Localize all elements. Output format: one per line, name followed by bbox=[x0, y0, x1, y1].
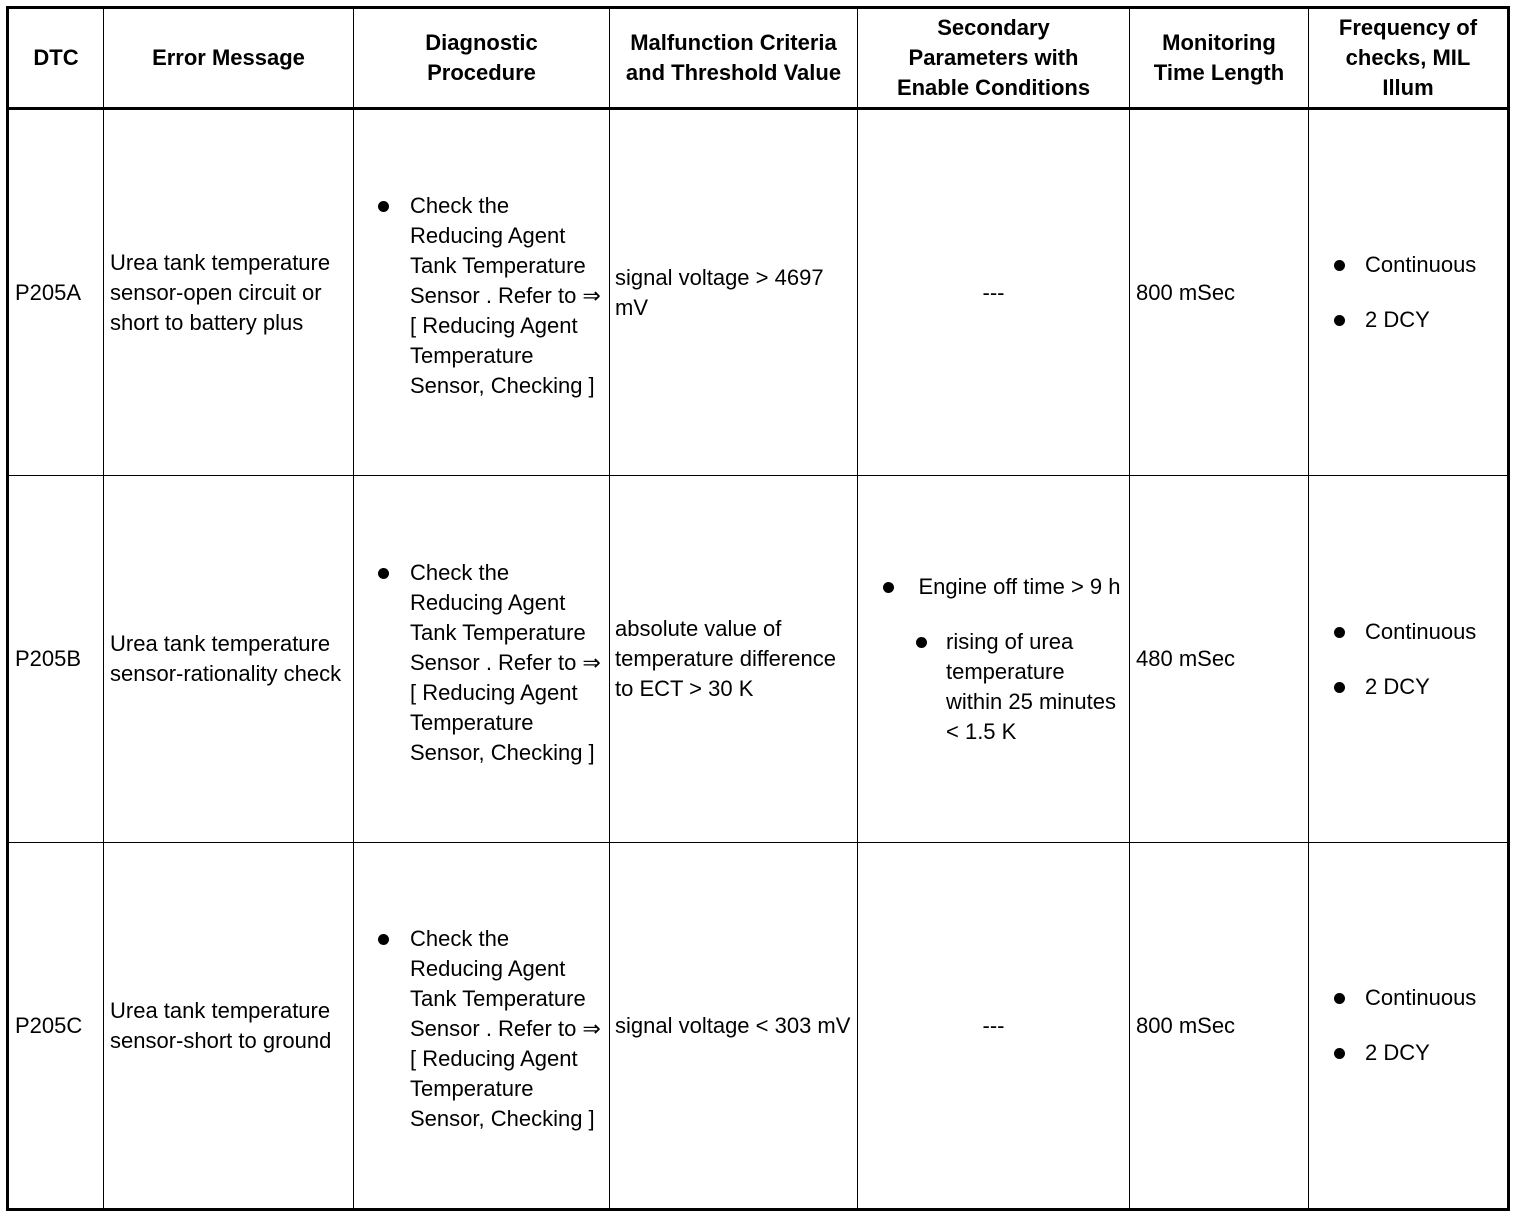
error-message: Urea tank temperature sensor-short to ground bbox=[104, 843, 354, 1210]
frequency-label: Continuous bbox=[1365, 618, 1477, 644]
secondary-item bbox=[858, 627, 1129, 747]
secondary-text: Engine off time > 9 h bbox=[918, 573, 1121, 599]
bullet-icon bbox=[1334, 1048, 1345, 1059]
bullet-icon bbox=[883, 582, 894, 593]
malfunction-criteria: signal voltage > 4697 mV bbox=[610, 109, 858, 476]
bullet-icon bbox=[1334, 993, 1345, 1004]
header-dtc: DTC bbox=[8, 8, 104, 109]
header-error-message: Error Message bbox=[104, 8, 354, 109]
header-row bbox=[8, 8, 1509, 109]
header-malfunction-criteria: Malfunction Criteria and Threshold Value bbox=[610, 8, 858, 109]
bullet-icon bbox=[1334, 260, 1345, 271]
header-frequency: Frequency of checks, MIL Illum bbox=[1309, 8, 1509, 109]
procedure-item bbox=[354, 191, 609, 401]
diagnostic-procedure bbox=[354, 843, 610, 1210]
malfunction-criteria: absolute value of temperature difference to ECT > 30 K bbox=[610, 476, 858, 843]
frequency-item bbox=[1309, 672, 1507, 702]
dtc-code: P205B bbox=[8, 476, 104, 843]
dtc-code: P205A bbox=[8, 109, 104, 476]
frequency-label: Continuous bbox=[1365, 252, 1477, 277]
table-row bbox=[8, 843, 1509, 1210]
frequency-label: 2 DCY bbox=[1365, 673, 1430, 699]
procedure-text: Check the Reducing Agent Tank Temperature Sensor . Refer to ⇒ [ Reducing Agent Temperature Sensor, Checking ] bbox=[410, 193, 601, 398]
secondary-parameters: --- bbox=[858, 843, 1130, 1210]
bullet-icon bbox=[1334, 682, 1345, 693]
procedure-text: Check the Reducing Agent Tank Temperature Sensor . Refer to ⇒ [ Reducing Agent Temperature Sensor, Checking ] bbox=[410, 559, 601, 765]
secondary-parameters bbox=[858, 476, 1130, 843]
frequency-item bbox=[1309, 1038, 1507, 1068]
monitoring-time: 800 mSec bbox=[1130, 843, 1309, 1210]
diagnostic-procedure bbox=[354, 109, 610, 476]
secondary-parameters: --- bbox=[858, 109, 1130, 476]
bullet-icon bbox=[1334, 315, 1345, 326]
frequency-label: 2 DCY bbox=[1365, 307, 1430, 332]
monitoring-time: 800 mSec bbox=[1130, 109, 1309, 476]
dtc-table bbox=[6, 6, 1510, 1211]
error-message: Urea tank temperature sensor-rationality check bbox=[104, 476, 354, 843]
bullet-icon bbox=[378, 201, 389, 212]
frequency-label: 2 DCY bbox=[1365, 1040, 1430, 1065]
monitoring-time: 480 mSec bbox=[1130, 476, 1309, 843]
header-monitoring-time: Monitoring Time Length bbox=[1130, 8, 1309, 109]
procedure-text: Check the Reducing Agent Tank Temperature Sensor . Refer to ⇒ [ Reducing Agent Temperature Sensor, Checking ] bbox=[410, 926, 601, 1131]
malfunction-criteria: signal voltage < 303 mV bbox=[610, 843, 858, 1210]
bullet-icon bbox=[378, 568, 389, 579]
table-row bbox=[8, 109, 1509, 476]
procedure-item bbox=[354, 558, 609, 768]
frequency-label: Continuous bbox=[1365, 985, 1477, 1010]
header-secondary-parameters: Secondary Parameters with Enable Conditions bbox=[858, 8, 1130, 109]
secondary-text: rising of urea temperature within 25 minutes < 1.5 K bbox=[946, 628, 1116, 744]
frequency-item bbox=[1309, 305, 1507, 335]
diagnostic-procedure bbox=[354, 476, 610, 843]
header-diagnostic-procedure: Diagnostic Procedure bbox=[354, 8, 610, 109]
secondary-item bbox=[858, 572, 1129, 602]
error-message: Urea tank temperature sensor-open circuit or short to battery plus bbox=[104, 109, 354, 476]
frequency-item bbox=[1309, 983, 1507, 1013]
frequency-item bbox=[1309, 617, 1507, 647]
bullet-icon bbox=[378, 934, 389, 945]
dtc-code: P205C bbox=[8, 843, 104, 1210]
frequency-cell bbox=[1309, 109, 1509, 476]
table-row bbox=[8, 476, 1509, 843]
frequency-cell bbox=[1309, 476, 1509, 843]
frequency-item bbox=[1309, 250, 1507, 280]
bullet-icon bbox=[916, 637, 927, 648]
procedure-item bbox=[354, 924, 609, 1134]
bullet-icon bbox=[1334, 627, 1345, 638]
frequency-cell bbox=[1309, 843, 1509, 1210]
